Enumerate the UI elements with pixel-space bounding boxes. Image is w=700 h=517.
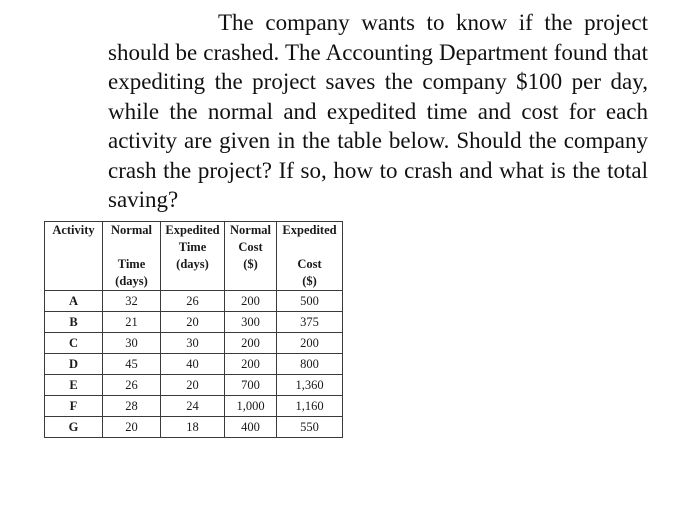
normal-time-cell: 20 — [103, 417, 161, 438]
normal-cost-cell: 200 — [225, 333, 277, 354]
expedited-time-cell: 20 — [161, 312, 225, 333]
expedited-time-cell: 18 — [161, 417, 225, 438]
table-row — [45, 396, 343, 417]
normal-cost-cell: 1,000 — [225, 396, 277, 417]
activity-cell: D — [45, 354, 103, 375]
normal-time-cell: 28 — [103, 396, 161, 417]
activity-cell: E — [45, 375, 103, 396]
normal-cost-cell: 200 — [225, 291, 277, 312]
normal-time-cell: 30 — [103, 333, 161, 354]
table-row — [45, 375, 343, 396]
header-normal-time: Normal Time (days) — [103, 222, 161, 291]
expedited-cost-cell: 375 — [277, 312, 343, 333]
header-normal-cost: Normal Cost ($) — [225, 222, 277, 291]
table-row — [45, 333, 343, 354]
expedited-time-cell: 24 — [161, 396, 225, 417]
normal-time-cell: 45 — [103, 354, 161, 375]
expedited-time-cell: 30 — [161, 333, 225, 354]
normal-cost-cell: 400 — [225, 417, 277, 438]
table-row — [45, 291, 343, 312]
expedited-time-cell: 40 — [161, 354, 225, 375]
normal-cost-cell: 300 — [225, 312, 277, 333]
normal-cost-cell: 200 — [225, 354, 277, 375]
table-row — [45, 312, 343, 333]
header-expedited-time: Expedited Time (days) — [161, 222, 225, 291]
normal-time-cell: 32 — [103, 291, 161, 312]
expedited-time-cell: 20 — [161, 375, 225, 396]
activity-cell: A — [45, 291, 103, 312]
header-expedited-cost: Expedited Cost ($) — [277, 222, 343, 291]
table-row — [45, 354, 343, 375]
header-activity: Activity — [45, 222, 103, 291]
activity-cell: F — [45, 396, 103, 417]
expedited-cost-cell: 800 — [277, 354, 343, 375]
table-header-row — [45, 222, 343, 291]
expedited-cost-cell: 1,360 — [277, 375, 343, 396]
normal-time-cell: 21 — [103, 312, 161, 333]
expedited-cost-cell: 1,160 — [277, 396, 343, 417]
activity-table — [44, 221, 343, 438]
table-row — [45, 417, 343, 438]
expedited-time-cell: 26 — [161, 291, 225, 312]
expedited-cost-cell: 200 — [277, 333, 343, 354]
expedited-cost-cell: 550 — [277, 417, 343, 438]
normal-cost-cell: 700 — [225, 375, 277, 396]
normal-time-cell: 26 — [103, 375, 161, 396]
activity-cell: C — [45, 333, 103, 354]
activity-cell: B — [45, 312, 103, 333]
expedited-cost-cell: 500 — [277, 291, 343, 312]
activity-cell: G — [45, 417, 103, 438]
problem-statement: The company wants to know if the project should be crashed. The Accounting Department found that expediting the project saves the company $100 per day, while the normal and expedited time and cost for each activity are given in the table below. Should the company crash the project? If so, how to crash and what is the total saving? — [108, 10, 648, 212]
